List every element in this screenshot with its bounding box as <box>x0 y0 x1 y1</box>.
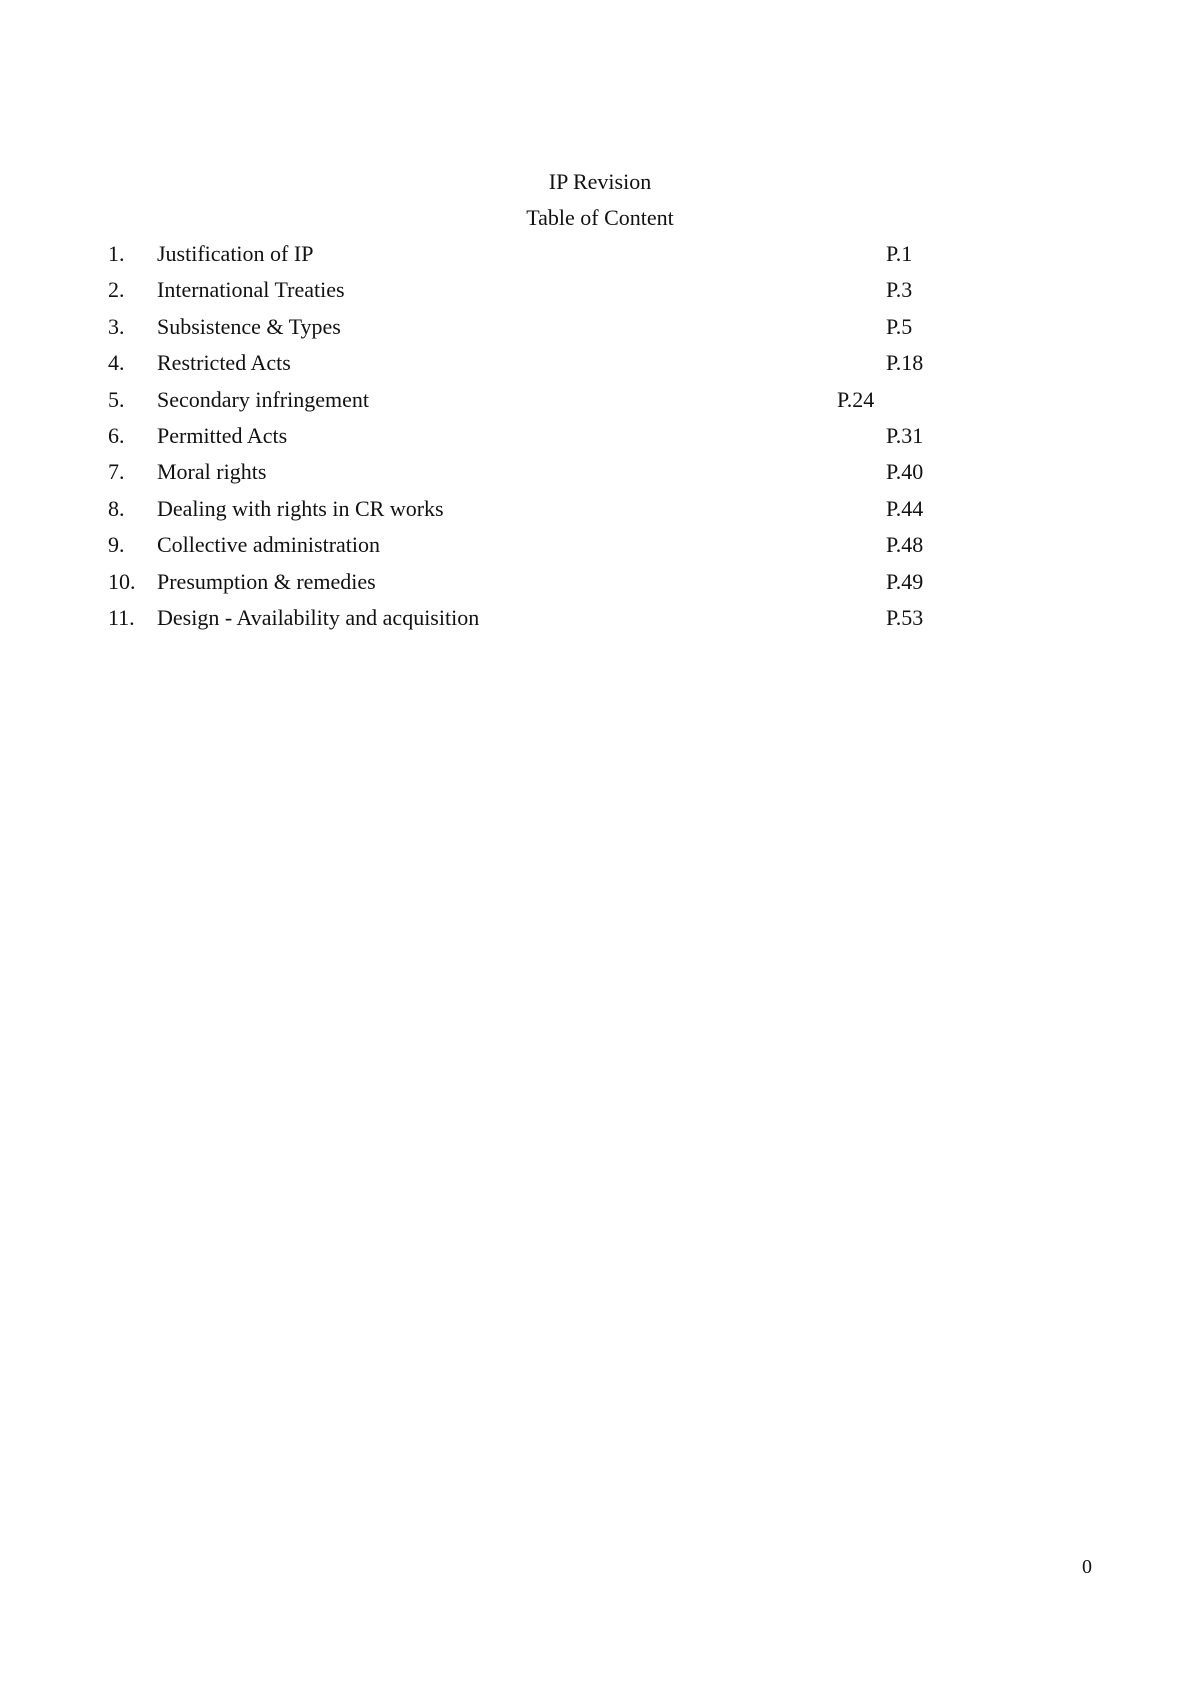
toc-entry <box>108 313 1008 349</box>
document-subtitle: Table of Content <box>526 205 674 230</box>
toc-entry-title: Secondary infringement <box>157 386 369 412</box>
toc-entry-page: P.3 <box>886 277 913 303</box>
toc-entry <box>108 240 1008 276</box>
toc-entry-page: P.5 <box>886 313 913 339</box>
toc-entry-page: P.48 <box>886 532 924 558</box>
toc-entry-title: Restricted Acts <box>157 350 291 376</box>
toc-entry-number: 3. <box>108 313 125 339</box>
toc-entry-number: 8. <box>108 495 125 521</box>
toc-entry-number: 10. <box>108 568 136 594</box>
toc-entry <box>108 495 1008 531</box>
toc-entry-title: Permitted Acts <box>157 422 288 448</box>
toc-entry <box>108 422 1008 458</box>
toc-entry-title: Subsistence & Types <box>157 313 341 339</box>
toc-entry <box>108 276 1008 312</box>
toc-entry <box>108 458 1008 494</box>
table-of-contents <box>108 240 1008 640</box>
toc-entry-title: Design - Availability and acquisition <box>157 604 480 630</box>
toc-entry-title: Presumption & remedies <box>157 568 376 594</box>
toc-entry-number: 11. <box>108 604 135 630</box>
toc-entry <box>108 568 1008 604</box>
toc-entry-title: Collective administration <box>157 532 381 558</box>
toc-entry-title: Justification of IP <box>157 241 314 266</box>
toc-entry-number: 7. <box>108 459 125 485</box>
toc-entry <box>108 531 1008 567</box>
document-title: IP Revision <box>548 169 652 194</box>
page-number: 0 <box>1082 1556 1092 1578</box>
toc-entry-number: 1. <box>108 241 125 266</box>
toc-entry-page: P.1 <box>886 241 913 266</box>
toc-entry-page: P.24 <box>837 386 875 412</box>
toc-entry <box>108 386 1008 422</box>
toc-entry-title: International Treaties <box>157 277 345 303</box>
toc-entry-page: P.31 <box>886 422 924 448</box>
toc-entry <box>108 604 1008 640</box>
toc-entry-page: P.53 <box>886 604 924 630</box>
toc-entry <box>108 349 1008 385</box>
toc-entry-number: 5. <box>108 386 125 412</box>
toc-entry-page: P.18 <box>886 350 924 376</box>
toc-entry-number: 9. <box>108 532 125 558</box>
toc-entry-page: P.44 <box>886 495 924 521</box>
toc-entry-title: Moral rights <box>157 459 267 485</box>
toc-entry-page: P.40 <box>886 459 924 485</box>
toc-entry-number: 6. <box>108 422 125 448</box>
toc-entry-title: Dealing with rights in CR works <box>157 495 444 521</box>
toc-entry-number: 2. <box>108 277 125 303</box>
toc-entry-page: P.49 <box>886 568 924 594</box>
toc-entry-number: 4. <box>108 350 125 376</box>
